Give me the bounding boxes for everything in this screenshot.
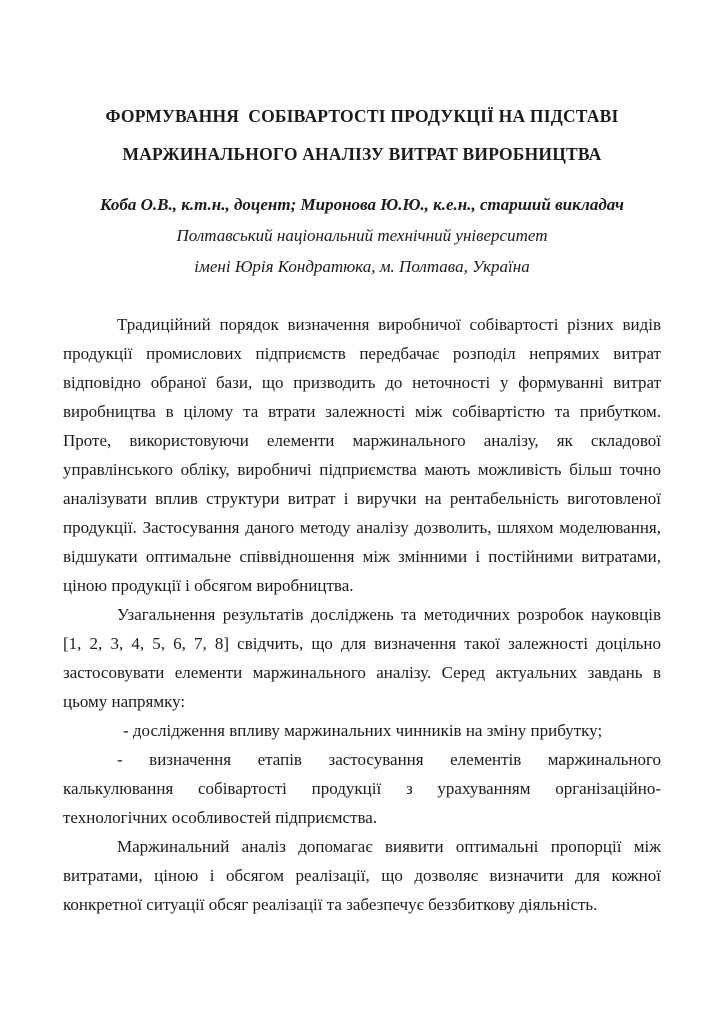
affiliation-line-1: Полтавський національний технічний університет: [176, 226, 548, 245]
paragraph-generalization: Узагальнення результатів досліджень та методичних розробок науковців [1, 2, 3, 4, 5, 6, 7, 8] свідчить, що для визначення такої залежності доцільно застосовувати елементи маржинального аналізу. Серед актуальних завдань в цьому напрямку:: [63, 605, 661, 711]
authors-line: Коба О.В., к.т.н., доцент; Миронова Ю.Ю., к.е.н., старший викладач: [100, 195, 624, 214]
paragraph-marginal-analysis: Маржинальний аналіз допомагає виявити оптимальні пропорції між витратами, ціною і обсягом реалізації, що дозволяє визначити для кожної конкретної ситуації обсяг реалізації та забезпечує беззбиткову діяльність.: [63, 837, 661, 914]
list-item-research-influence: - дослідження впливу маржинальних чинників на зміну прибутку;: [123, 721, 603, 740]
affiliation-line-2: імені Юрія Кондратюка, м. Полтава, Україна: [194, 257, 530, 276]
paragraph-intro: Традиційний порядок визначення виробничої собівартості різних видів продукції промислових підприємств передбачає розподіл непрямих витрат відповідно обраної бази, що призводить до неточності у формуванні витрат виробництва в цілому та втрати залежності між собівартістю та прибутком. Проте, використовуючи елементи маржинального аналізу, як складової управлінського обліку, виробничі підприємства мають можливість більш точно аналізувати вплив структури витрат і виручки на рентабельність виготовленої продукції. Застосування даного методу аналізу дозволить, шляхом моделювання, відшукати оптимальне співвідношення між змінними і постійними витратами, ціною продукції і обсягом виробництва.: [63, 315, 661, 595]
paper-title-line-2: МАРЖИНАЛЬНОГО АНАЛІЗУ ВИТРАТ ВИРОБНИЦТВА: [122, 144, 602, 164]
paper-body: [63, 310, 661, 919]
list-item-determine-stages: - визначення етапів застосування елементів маржинального калькулювання собівартості продукції з урахуванням організаційно-технологічних особливостей підприємства.: [63, 750, 661, 827]
paper-title: [63, 0, 661, 173]
paper-title-line-1: ФОРМУВАННЯ СОБІВАРТОСТІ ПРОДУКЦІЇ НА ПІДСТАВІ: [105, 106, 619, 126]
affiliation-block: [63, 220, 661, 282]
